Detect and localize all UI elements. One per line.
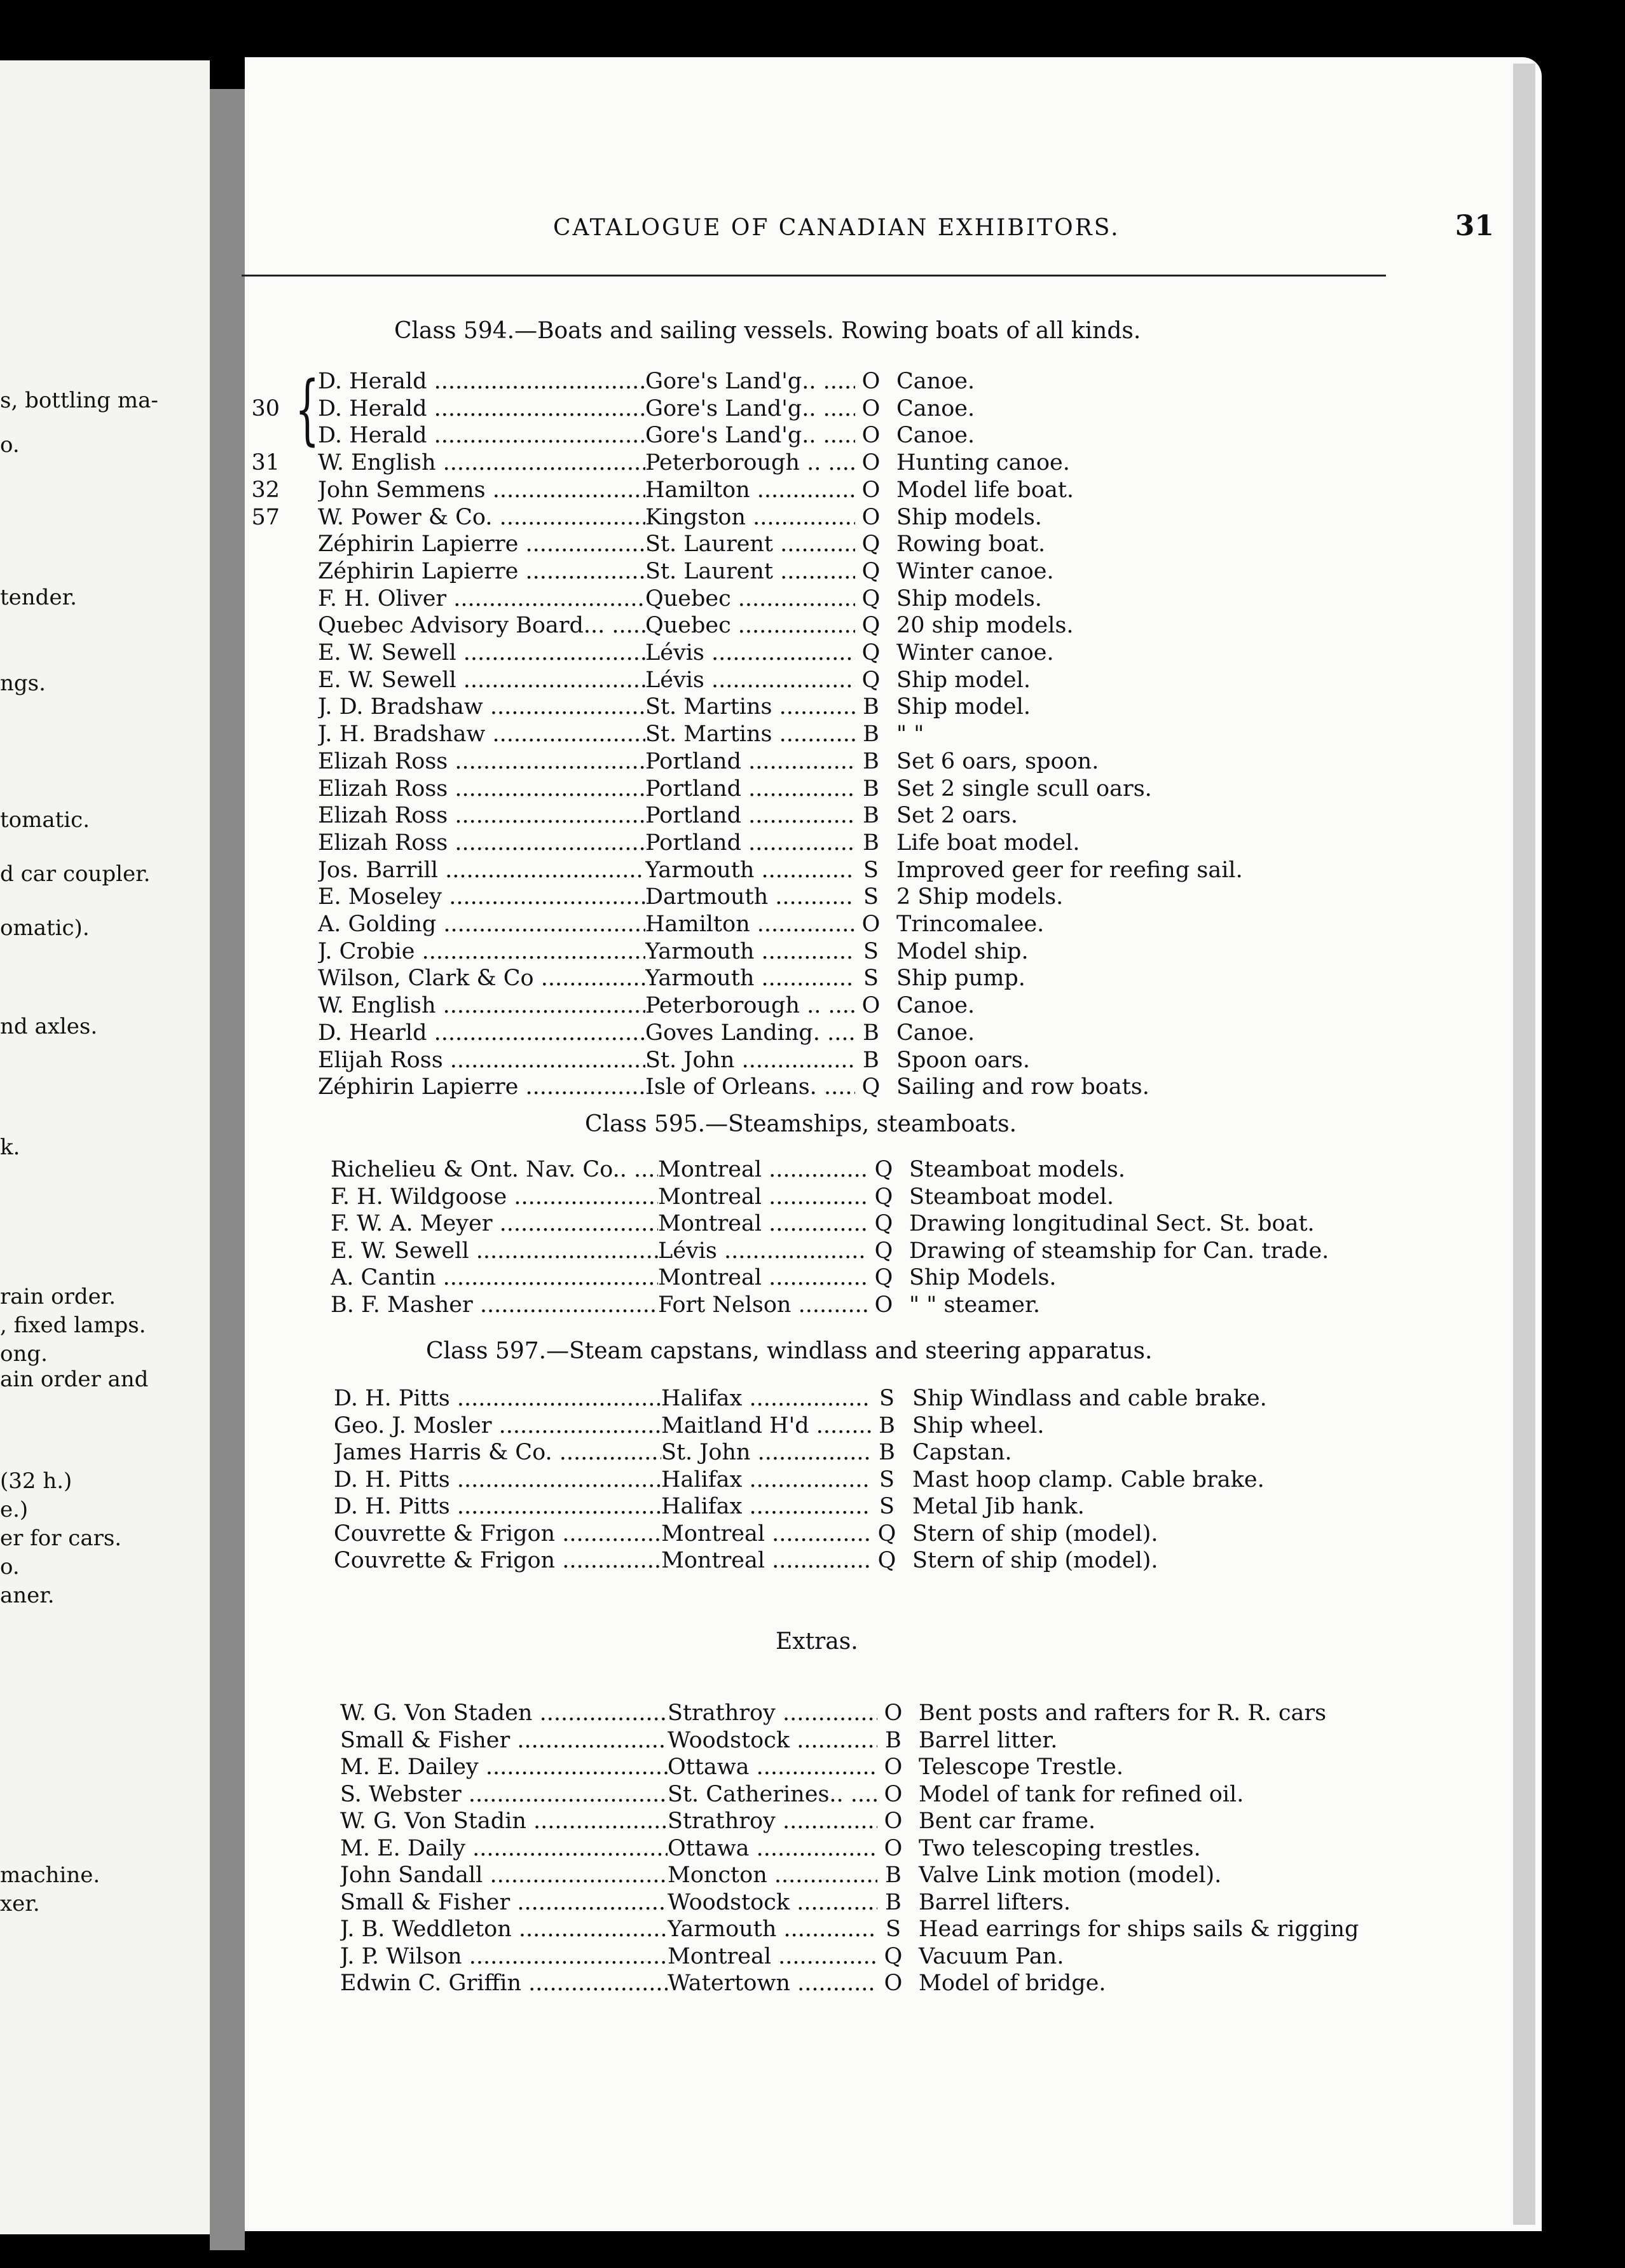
exhibitor-location: Ottawa ..... <box>668 1754 877 1780</box>
exhibitor-location: Montreal ..... <box>658 1184 868 1210</box>
exhibitor-location: Portland ..... <box>645 803 855 828</box>
exhibitor-name: John Semmens ..... <box>318 477 661 503</box>
left-page-fragment: o. <box>0 1554 20 1580</box>
exhibit-description: Hunting canoe. <box>896 450 1070 475</box>
exhibitor-location: Dartmouth ..... <box>645 884 855 910</box>
exhibit-description: Winter canoe. <box>896 640 1054 666</box>
province-code: Q <box>871 1265 896 1290</box>
left-page-fragment: ngs. <box>0 671 46 696</box>
exhibit-description: Vacuum Pan. <box>919 1944 1064 1969</box>
exhibitor-location: Woodstock ..... <box>668 1728 877 1753</box>
entry-number: 30 <box>251 396 280 421</box>
exhibitor-name: J. Crobie ..... <box>318 939 661 964</box>
province-code: B <box>874 1440 900 1465</box>
left-page-fragment: rain order. <box>0 1284 116 1309</box>
exhibitor-location: Portland ..... <box>645 749 855 774</box>
exhibitor-location: Portland ..... <box>645 830 855 856</box>
exhibit-description: Steamboat model. <box>909 1184 1114 1210</box>
exhibitor-location: Peterborough .. ..... <box>645 450 855 475</box>
exhibitor-name: M. E. Daily ..... <box>340 1836 683 1861</box>
exhibitor-location: Fort Nelson ..... <box>658 1292 868 1318</box>
exhibitor-name: Zéphirin Lapierre ..... <box>318 1074 661 1100</box>
exhibitor-name: E. W. Sewell ..... <box>331 1238 674 1264</box>
exhibitor-name: Couvrette & Frigon ..... <box>334 1521 677 1547</box>
province-code: S <box>874 1467 900 1493</box>
province-code: O <box>881 1836 906 1861</box>
exhibit-description: 20 ship models. <box>896 613 1074 638</box>
exhibit-description: Set 2 single scull oars. <box>896 776 1152 802</box>
exhibitor-name: Richelieu & Ont. Nav. Co.. ..... <box>331 1157 674 1182</box>
exhibitor-name: F. H. Oliver ..... <box>318 586 661 611</box>
province-code: B <box>858 694 884 720</box>
province-code: B <box>881 1862 906 1888</box>
left-page-fragment: tomatic. <box>0 807 90 833</box>
exhibit-description: Ship wheel. <box>912 1413 1045 1438</box>
province-code: Q <box>871 1184 896 1210</box>
exhibit-description: Bent car frame. <box>919 1808 1096 1834</box>
exhibitor-name: Wilson, Clark & Co ..... <box>318 966 661 991</box>
exhibitor-name: Elizah Ross ..... <box>318 803 661 828</box>
province-code: Q <box>874 1548 900 1573</box>
province-code: O <box>881 1700 906 1726</box>
province-code: S <box>874 1386 900 1411</box>
section-title: Class 594.—Boats and sailing vessels. Rowing boats of all kinds. <box>394 318 1141 344</box>
exhibitor-location: Peterborough .. ..... <box>645 993 855 1018</box>
exhibitor-name: A. Golding ..... <box>318 912 661 937</box>
exhibitor-location: Ottawa ..... <box>668 1836 877 1861</box>
exhibitor-name: M. E. Dailey ..... <box>340 1754 683 1780</box>
exhibitor-location: Kingston ..... <box>645 505 855 530</box>
province-code: B <box>858 1020 884 1046</box>
exhibitor-location: Montreal ..... <box>661 1521 871 1547</box>
exhibitor-location: Watertown ..... <box>668 1971 877 1996</box>
exhibitor-name: Quebec Advisory Board... ..... <box>318 613 661 638</box>
exhibitor-name: Zéphirin Lapierre ..... <box>318 559 661 584</box>
left-page-fragment: nd axles. <box>0 1014 98 1039</box>
exhibitor-name: E. Moseley ..... <box>318 884 661 910</box>
section-title: Extras. <box>776 1629 858 1655</box>
exhibitor-location: Goves Landing. ..... <box>645 1020 855 1046</box>
entry-number: 31 <box>251 450 280 475</box>
brace-mark: { <box>295 365 320 454</box>
province-code: O <box>858 396 884 421</box>
exhibitor-name: A. Cantin ..... <box>331 1265 674 1290</box>
exhibitor-location: Montreal ..... <box>668 1944 877 1969</box>
province-code: O <box>881 1754 906 1780</box>
exhibit-description: Mast hoop clamp. Cable brake. <box>912 1467 1265 1493</box>
province-code: S <box>858 966 884 991</box>
province-code: O <box>881 1971 906 1996</box>
exhibit-description: Telescope Trestle. <box>919 1754 1123 1780</box>
province-code: Q <box>874 1521 900 1547</box>
exhibitor-location: Yarmouth ..... <box>645 966 855 991</box>
province-code: B <box>858 830 884 856</box>
exhibit-description: Ship model. <box>896 667 1031 693</box>
province-code: Q <box>871 1157 896 1182</box>
exhibitor-location: Halifax ..... <box>661 1467 871 1493</box>
exhibitor-location: Quebec ..... <box>645 586 855 611</box>
exhibitor-name: Elijah Ross ..... <box>318 1048 661 1073</box>
province-code: Q <box>858 640 884 666</box>
exhibit-description: Sailing and row boats. <box>896 1074 1149 1100</box>
exhibitor-location: Strathroy ..... <box>668 1808 877 1834</box>
exhibitor-name: Jos. Barrill ..... <box>318 857 661 883</box>
exhibitor-location: Lévis ..... <box>658 1238 868 1264</box>
province-code: S <box>858 884 884 910</box>
province-code: O <box>858 369 884 394</box>
exhibit-description: Rowing boat. <box>896 531 1046 557</box>
province-code: Q <box>871 1238 896 1264</box>
left-page-fragment: omatic). <box>0 915 90 941</box>
left-page-fragment: k. <box>0 1135 20 1160</box>
exhibitor-name: J. P. Wilson ..... <box>340 1944 683 1969</box>
province-code: B <box>858 749 884 774</box>
left-page-fragment: machine. <box>0 1862 100 1888</box>
exhibitor-location: Gore's Land'g.. ..... <box>645 423 855 448</box>
exhibit-description: Canoe. <box>896 423 975 448</box>
exhibit-description: 2 Ship models. <box>896 884 1064 910</box>
exhibit-description: " " <box>896 721 924 747</box>
left-page-fragment: xer. <box>0 1891 40 1916</box>
section-title: Class 597.—Steam capstans, windlass and steering apparatus. <box>426 1338 1153 1364</box>
left-page-fragment: ain order and <box>0 1367 149 1392</box>
exhibit-description: Ship pump. <box>896 966 1025 991</box>
left-page-fragment: , fixed lamps. <box>0 1313 146 1338</box>
exhibit-description: Improved geer for reefing sail. <box>896 857 1243 883</box>
exhibit-description: Ship Windlass and cable brake. <box>912 1386 1267 1411</box>
exhibitor-location: Woodstock ..... <box>668 1890 877 1915</box>
exhibitor-name: Geo. J. Mosler ..... <box>334 1413 677 1438</box>
exhibitor-name: J. H. Bradshaw ..... <box>318 721 661 747</box>
exhibitor-name: S. Webster ..... <box>340 1782 683 1807</box>
exhibitor-name: D. Hearld ..... <box>318 1020 661 1046</box>
exhibit-description: Canoe. <box>896 369 975 394</box>
exhibitor-name: J. B. Weddleton ..... <box>340 1916 683 1942</box>
exhibitor-name: D. Herald ..... <box>318 423 661 448</box>
exhibitor-name: Couvrette & Frigon ..... <box>334 1548 677 1573</box>
exhibitor-name: James Harris & Co. ..... <box>334 1440 677 1465</box>
exhibit-description: Barrel lifters. <box>919 1890 1071 1915</box>
exhibitor-name: Elizah Ross ..... <box>318 749 661 774</box>
exhibitor-location: St. Martins ..... <box>645 694 855 720</box>
exhibitor-location: Montreal ..... <box>658 1157 868 1182</box>
exhibit-description: Head earrings for ships sails & rigging <box>919 1916 1359 1942</box>
exhibit-description: Spoon oars. <box>896 1048 1030 1073</box>
exhibitor-location: Strathroy ..... <box>668 1700 877 1726</box>
province-code: Q <box>858 667 884 693</box>
exhibitor-location: Isle of Orleans. ..... <box>645 1074 855 1100</box>
exhibitor-name: D. H. Pitts ..... <box>334 1494 677 1519</box>
province-code: Q <box>871 1211 896 1236</box>
province-code: Q <box>858 531 884 557</box>
exhibit-description: Canoe. <box>896 396 975 421</box>
province-code: O <box>858 450 884 475</box>
exhibitor-name: D. H. Pitts ..... <box>334 1386 677 1411</box>
exhibitor-location: Lévis ..... <box>645 667 855 693</box>
left-page-fragment: o. <box>0 432 20 458</box>
exhibit-description: Metal Jib hank. <box>912 1494 1085 1519</box>
exhibitor-name: F. W. A. Meyer ..... <box>331 1211 674 1236</box>
exhibit-description: Life boat model. <box>896 830 1080 856</box>
exhibitor-name: F. H. Wildgoose ..... <box>331 1184 674 1210</box>
exhibitor-location: Yarmouth ..... <box>645 857 855 883</box>
exhibit-description: Two telescoping trestles. <box>919 1836 1201 1861</box>
entry-number: 32 <box>251 477 280 503</box>
exhibit-description: Canoe. <box>896 993 975 1018</box>
exhibitor-name: W. English ..... <box>318 993 661 1018</box>
exhibitor-location: St. Martins ..... <box>645 721 855 747</box>
exhibit-description: Set 2 oars. <box>896 803 1018 828</box>
province-code: B <box>858 776 884 802</box>
province-code: B <box>874 1413 900 1438</box>
province-code: O <box>858 912 884 937</box>
running-title: CATALOGUE OF CANADIAN EXHIBITORS. <box>553 215 1120 241</box>
exhibitor-name: W. G. Von Staden ..... <box>340 1700 683 1726</box>
province-code: S <box>881 1916 906 1942</box>
province-code: Q <box>858 613 884 638</box>
exhibitor-location: St. Catherines.. ..... <box>668 1782 877 1807</box>
exhibit-description: Stern of ship (model). <box>912 1521 1158 1547</box>
exhibitor-location: Moncton ..... <box>668 1862 877 1888</box>
exhibitor-location: St. John ..... <box>645 1048 855 1073</box>
province-code: Q <box>858 1074 884 1100</box>
book-gutter <box>210 89 245 2250</box>
exhibit-description: Ship model. <box>896 694 1031 720</box>
exhibit-description: Model ship. <box>896 939 1029 964</box>
exhibit-description: Steamboat models. <box>909 1157 1126 1182</box>
exhibitor-location: Maitland H'd ..... <box>661 1413 871 1438</box>
exhibit-description: Ship models. <box>896 586 1042 611</box>
page-header <box>305 210 1494 248</box>
exhibit-description: Drawing of steamship for Can. trade. <box>909 1238 1329 1264</box>
exhibit-description: Winter canoe. <box>896 559 1054 584</box>
left-page-fragment: er for cars. <box>0 1526 122 1551</box>
exhibitor-name: Small & Fisher ..... <box>340 1728 683 1753</box>
exhibitor-location: Halifax ..... <box>661 1494 871 1519</box>
province-code: S <box>858 939 884 964</box>
province-code: O <box>858 505 884 530</box>
exhibit-description: Ship Models. <box>909 1265 1057 1290</box>
exhibitor-name: Elizah Ross ..... <box>318 776 661 802</box>
province-code: S <box>858 857 884 883</box>
exhibitor-location: St. Laurent ..... <box>645 531 855 557</box>
exhibit-description: Canoe. <box>896 1020 975 1046</box>
left-page-fragment: (32 h.) <box>0 1468 72 1494</box>
exhibitor-location: St. John ..... <box>661 1440 871 1465</box>
left-page-fragment: d car coupler. <box>0 861 151 887</box>
exhibit-description: Model of bridge. <box>919 1971 1106 1996</box>
exhibit-description: Bent posts and rafters for R. R. cars <box>919 1700 1327 1726</box>
exhibit-description: Ship models. <box>896 505 1042 530</box>
header-rule <box>242 275 1386 277</box>
left-page-fragment: s, bottling ma- <box>0 388 158 413</box>
province-code: Q <box>858 559 884 584</box>
exhibit-description: Barrel litter. <box>919 1728 1058 1753</box>
province-code: O <box>881 1808 906 1834</box>
exhibitor-location: Montreal ..... <box>661 1548 871 1573</box>
left-page-fragment: aner. <box>0 1583 55 1608</box>
exhibit-description: Drawing longitudinal Sect. St. boat. <box>909 1211 1315 1236</box>
province-code: O <box>871 1292 896 1318</box>
exhibitor-location: Montreal ..... <box>658 1211 868 1236</box>
exhibitor-location: Yarmouth ..... <box>668 1916 877 1942</box>
exhibitor-name: D. Herald ..... <box>318 396 661 421</box>
province-code: B <box>881 1728 906 1753</box>
left-page-fragment: e.) <box>0 1497 29 1522</box>
section-title: Class 595.—Steamships, steamboats. <box>585 1111 1017 1137</box>
exhibitor-location: Yarmouth ..... <box>645 939 855 964</box>
exhibit-description: Stern of ship (model). <box>912 1548 1158 1573</box>
province-code: O <box>858 477 884 503</box>
exhibitor-name: E. W. Sewell ..... <box>318 667 661 693</box>
exhibitor-location: Gore's Land'g.. ..... <box>645 396 855 421</box>
exhibitor-name: D. H. Pitts ..... <box>334 1467 677 1493</box>
exhibitor-name: J. D. Bradshaw ..... <box>318 694 661 720</box>
exhibitor-name: John Sandall ..... <box>340 1862 683 1888</box>
exhibit-description: Model life boat. <box>896 477 1074 503</box>
province-code: O <box>858 993 884 1018</box>
exhibitor-location: Lévis ..... <box>645 640 855 666</box>
exhibitor-location: Quebec ..... <box>645 613 855 638</box>
province-code: B <box>881 1890 906 1915</box>
exhibitor-name: W. Power & Co. ..... <box>318 505 661 530</box>
left-page <box>0 60 210 2234</box>
exhibitor-location: Hamilton ..... <box>645 477 855 503</box>
exhibitor-location: Halifax ..... <box>661 1386 871 1411</box>
province-code: Q <box>881 1944 906 1969</box>
left-page-fragment: ong. <box>0 1341 48 1367</box>
exhibitor-name: D. Herald ..... <box>318 369 661 394</box>
exhibitor-name: W. G. Von Stadin ..... <box>340 1808 683 1834</box>
province-code: Q <box>858 586 884 611</box>
exhibit-description: Valve Link motion (model). <box>919 1862 1222 1888</box>
province-code: O <box>881 1782 906 1807</box>
province-code: B <box>858 721 884 747</box>
exhibit-description: Trincomalee. <box>896 912 1045 937</box>
exhibitor-name: Zéphirin Lapierre ..... <box>318 531 661 557</box>
province-code: S <box>874 1494 900 1519</box>
exhibitor-location: St. Laurent ..... <box>645 559 855 584</box>
exhibitor-location: Gore's Land'g.. ..... <box>645 369 855 394</box>
exhibit-description: " " steamer. <box>909 1292 1040 1318</box>
exhibitor-name: Edwin C. Griffin ..... <box>340 1971 683 1996</box>
page-number: 31 <box>1455 210 1494 242</box>
exhibitor-location: Portland ..... <box>645 776 855 802</box>
entry-number: 57 <box>251 505 280 530</box>
exhibit-description: Set 6 oars, spoon. <box>896 749 1099 774</box>
exhibitor-name: W. English ..... <box>318 450 661 475</box>
province-code: O <box>858 423 884 448</box>
exhibit-description: Capstan. <box>912 1440 1012 1465</box>
left-page-fragment: tender. <box>0 585 77 610</box>
exhibitor-name: Elizah Ross ..... <box>318 830 661 856</box>
exhibitor-location: Hamilton ..... <box>645 912 855 937</box>
exhibitor-location: Montreal ..... <box>658 1265 868 1290</box>
exhibit-description: Model of tank for refined oil. <box>919 1782 1244 1807</box>
province-code: B <box>858 803 884 828</box>
exhibitor-name: B. F. Masher ..... <box>331 1292 674 1318</box>
province-code: B <box>858 1048 884 1073</box>
exhibitor-name: E. W. Sewell ..... <box>318 640 661 666</box>
exhibitor-name: Small & Fisher ..... <box>340 1890 683 1915</box>
page-edge <box>1513 64 1535 2225</box>
